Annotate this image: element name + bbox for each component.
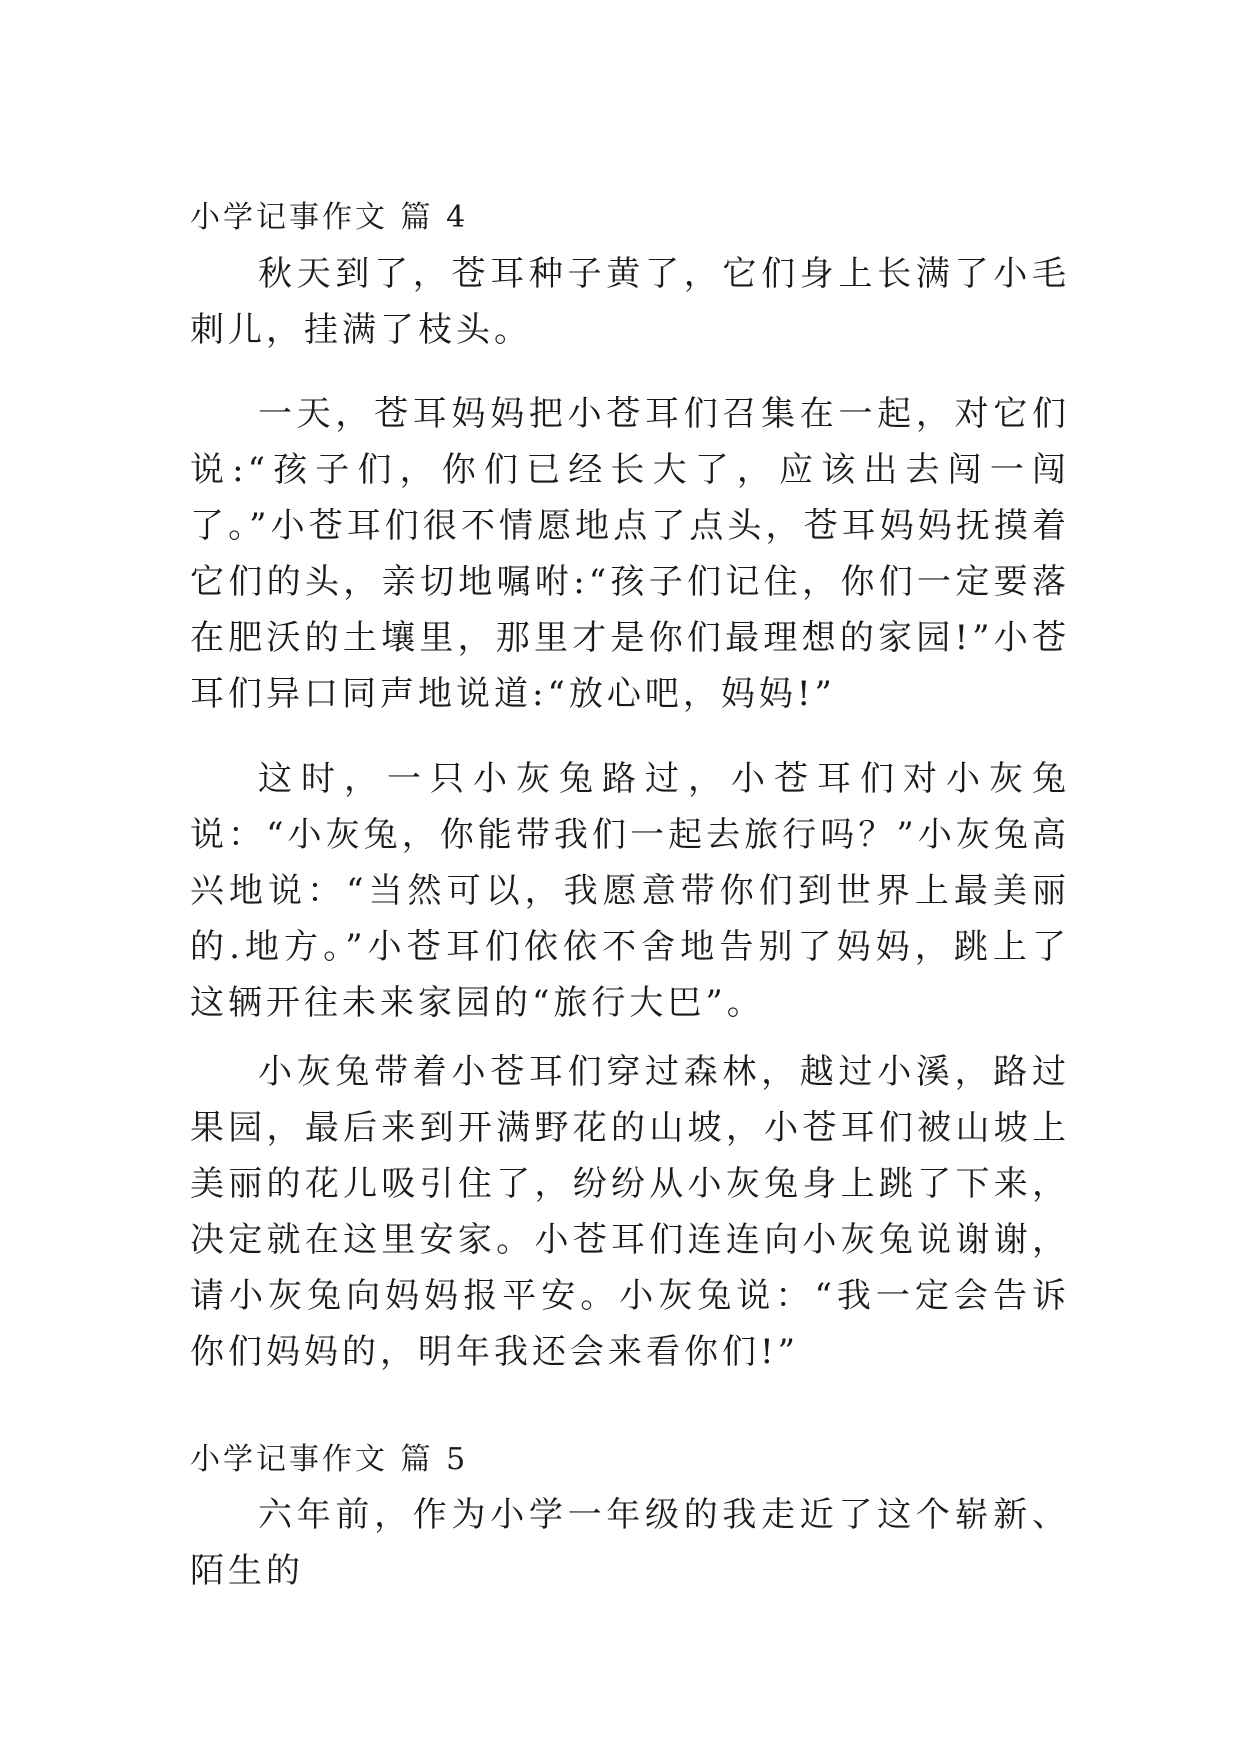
- paragraph: 这时，一只小灰兔路过，小苍耳们对小灰兔说：“小灰兔，你能带我们一起去旅行吗？”小灰兔高兴地说：“当然可以，我愿意带你们到世界上最美丽的.地方。”小苍耳们依依不舍地告别了妈妈，跳上了这辆开往未来家园的“旅行大巴”。: [190, 759, 1070, 1023]
- section-heading: 小学记事作文 篇 5: [190, 1442, 469, 1477]
- paragraph: 秋天到了，苍耳种子黄了，它们身上长满了小毛刺儿，挂满了枝头。: [190, 254, 1070, 350]
- paragraph: 六年前，作为小学一年级的我走近了这个崭新、陌生的: [190, 1495, 1070, 1591]
- paragraph: 一天，苍耳妈妈把小苍耳们召集在一起，对它们说:“孩子们，你们已经长大了，应该出去闯一闯了。”小苍耳们很不情愿地点了点头，苍耳妈妈抚摸着它们的头，亲切地嘱咐:“孩子们记住，你们一定要落在肥沃的土壤里，那里才是你们最理想的家园!”小苍耳们异口同声地说道:“放心吧，妈妈!”: [190, 394, 1070, 714]
- section-heading: 小学记事作文 篇 4: [190, 200, 469, 235]
- paragraph: 小灰兔带着小苍耳们穿过森林，越过小溪，路过果园，最后来到开满野花的山坡，小苍耳们被山坡上美丽的花儿吸引住了，纷纷从小灰兔身上跳了下来，决定就在这里安家。小苍耳们连连向小灰兔说谢谢，请小灰兔向妈妈报平安。小灰兔说：“我一定会告诉你们妈妈的，明年我还会来看你们!”: [190, 1052, 1070, 1372]
